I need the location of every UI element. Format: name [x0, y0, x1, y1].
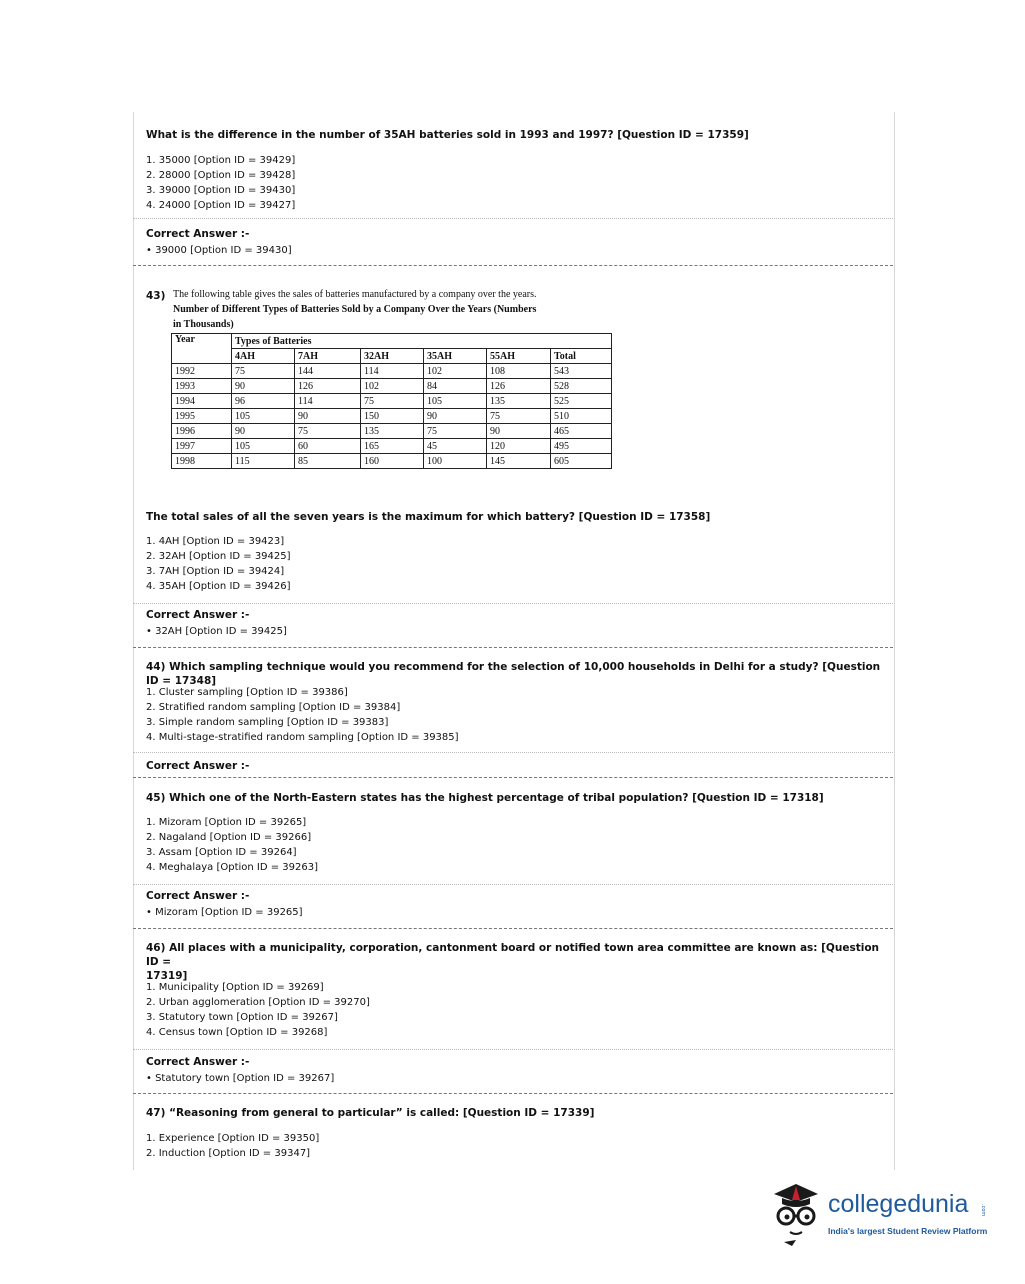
answer-text: • Statutory town [Option ID = 39267]	[146, 1073, 335, 1084]
table-cell: 135	[487, 394, 551, 409]
question-title: 17319]	[146, 970, 188, 982]
year-cell: 1997	[172, 439, 232, 454]
option: 2. Nagaland [Option ID = 39266]	[146, 832, 312, 843]
question-44	[133, 660, 893, 688]
option: 4. 24000 [Option ID = 39427]	[146, 200, 296, 211]
table-cell: 135	[361, 424, 424, 439]
table-cell: 45	[424, 439, 487, 454]
year-cell: 1993	[172, 379, 232, 394]
question-separator	[133, 777, 893, 778]
table-cell: 115	[232, 454, 295, 469]
table-row	[172, 439, 612, 454]
answer-text: • 39000 [Option ID = 39430]	[146, 245, 292, 256]
table-cell: 114	[295, 394, 361, 409]
question-title: 44) Which sampling technique would you recommend for the selection of 10,000 households in Delhi for a study? [Question ID = 17348]	[146, 661, 881, 687]
options-47	[133, 1131, 893, 1161]
question-number: 43)	[146, 290, 166, 302]
answer-label: Correct Answer :-	[146, 760, 250, 772]
table-cell: 90	[295, 409, 361, 424]
year-cell: 1996	[172, 424, 232, 439]
table-cell: 160	[361, 454, 424, 469]
table-cell: 60	[295, 439, 361, 454]
answer-44	[133, 759, 893, 773]
table-row	[172, 409, 612, 424]
table-cell: 528	[551, 379, 612, 394]
question-separator	[133, 928, 893, 929]
table-cell: 105	[232, 409, 295, 424]
divider	[133, 884, 893, 885]
question-45	[133, 791, 893, 805]
option: 3. 39000 [Option ID = 39430]	[146, 185, 296, 196]
answer-43	[133, 608, 893, 639]
year-cell: 1998	[172, 454, 232, 469]
table-row	[172, 394, 612, 409]
option: 4. Meghalaya [Option ID = 39263]	[146, 862, 318, 873]
table-cell: 90	[232, 379, 295, 394]
option: 3. Simple random sampling [Option ID = 39383]	[146, 717, 389, 728]
options-42	[133, 153, 893, 213]
table-cell: 85	[295, 454, 361, 469]
collegedunia-logo	[766, 1180, 996, 1250]
answer-42	[133, 227, 893, 258]
answer-label: Correct Answer :-	[146, 890, 250, 902]
types-header: Types of Batteries	[232, 334, 612, 349]
table-cell: 465	[551, 424, 612, 439]
question-separator	[133, 1093, 893, 1094]
divider	[133, 752, 893, 753]
question-title: The total sales of all the seven years is the maximum for which battery? [Question ID = 17358]	[146, 511, 711, 523]
question-title: What is the difference in the number of 35AH batteries sold in 1993 and 1997? [Question ID = 17359]	[146, 129, 749, 141]
options-45	[133, 815, 893, 875]
option: 1. 35000 [Option ID = 39429]	[146, 155, 296, 166]
table-cell: 96	[232, 394, 295, 409]
table-cell: 543	[551, 364, 612, 379]
option: 2. 28000 [Option ID = 39428]	[146, 170, 296, 181]
option: 1. Cluster sampling [Option ID = 39386]	[146, 687, 348, 698]
question-43-intro	[133, 288, 893, 332]
option: 1. 4AH [Option ID = 39423]	[146, 536, 285, 547]
table-cell: 495	[551, 439, 612, 454]
option: 4. Census town [Option ID = 39268]	[146, 1027, 328, 1038]
question-42	[133, 128, 893, 142]
table-cell: 90	[487, 424, 551, 439]
table-cell: 102	[424, 364, 487, 379]
year-header: Year	[172, 334, 232, 364]
table-cell: 126	[487, 379, 551, 394]
logo-suffix: .com	[980, 1204, 986, 1217]
option: 1. Municipality [Option ID = 39269]	[146, 982, 324, 993]
table-cell: 510	[551, 409, 612, 424]
table-row	[172, 424, 612, 439]
year-cell: 1992	[172, 364, 232, 379]
option: 1. Mizoram [Option ID = 39265]	[146, 817, 307, 828]
answer-text: • Mizoram [Option ID = 39265]	[146, 907, 303, 918]
option: 3. Statutory town [Option ID = 39267]	[146, 1012, 338, 1023]
table-cell: 150	[361, 409, 424, 424]
table-cell: 84	[424, 379, 487, 394]
option: 2. Stratified random sampling [Option ID = 39384]	[146, 702, 401, 713]
answer-46	[133, 1055, 893, 1086]
battery-sales-table	[171, 333, 612, 469]
options-43	[133, 534, 893, 594]
table-cell: 114	[361, 364, 424, 379]
table-cell: 605	[551, 454, 612, 469]
option: 4. Multi-stage-stratified random sampling [Option ID = 39385]	[146, 732, 459, 743]
column-header: 35AH	[424, 349, 487, 364]
option: 2. Urban agglomeration [Option ID = 39270]	[146, 997, 370, 1008]
logo-wordmark: collegedunia	[828, 1190, 969, 1218]
logo-tagline: India's largest Student Review Platform	[828, 1226, 988, 1236]
question-43	[133, 510, 893, 524]
table-cell: 102	[361, 379, 424, 394]
table-cell: 75	[361, 394, 424, 409]
table-cell: 75	[295, 424, 361, 439]
table-cell: 105	[232, 439, 295, 454]
table-row	[172, 454, 612, 469]
question-47	[133, 1106, 893, 1120]
answer-label: Correct Answer :-	[146, 609, 250, 621]
option: 4. 35AH [Option ID = 39426]	[146, 581, 291, 592]
question-title: 47) “Reasoning from general to particular” is called: [Question ID = 17339]	[146, 1107, 595, 1119]
column-header: Total	[551, 349, 612, 364]
option: 3. 7AH [Option ID = 39424]	[146, 566, 285, 577]
table-caption: Number of Different Types of Batteries Sold by a Company Over the Years (Numbers	[173, 304, 537, 315]
year-cell: 1994	[172, 394, 232, 409]
table-row	[172, 364, 612, 379]
question-separator	[133, 647, 893, 648]
table-cell: 525	[551, 394, 612, 409]
table-row	[172, 379, 612, 394]
table-cell: 144	[295, 364, 361, 379]
table-caption: in Thousands)	[173, 319, 234, 330]
options-46	[133, 980, 893, 1040]
column-header: 32AH	[361, 349, 424, 364]
options-44	[133, 685, 893, 745]
table-cell: 120	[487, 439, 551, 454]
year-cell: 1995	[172, 409, 232, 424]
table-cell: 75	[232, 364, 295, 379]
option: 2. Induction [Option ID = 39347]	[146, 1148, 311, 1159]
divider	[133, 1049, 893, 1050]
table-intro: The following table gives the sales of batteries manufactured by a company over the years.	[173, 289, 537, 300]
table-cell: 75	[487, 409, 551, 424]
table-cell: 126	[295, 379, 361, 394]
question-46	[133, 941, 893, 983]
question-separator	[133, 265, 893, 266]
answer-label: Correct Answer :-	[146, 1056, 250, 1068]
table-cell: 90	[232, 424, 295, 439]
column-header: 4AH	[232, 349, 295, 364]
mascot-icon	[766, 1180, 826, 1250]
option: 1. Experience [Option ID = 39350]	[146, 1133, 320, 1144]
table-cell: 108	[487, 364, 551, 379]
option: 3. Assam [Option ID = 39264]	[146, 847, 297, 858]
table-cell: 145	[487, 454, 551, 469]
option: 2. 32AH [Option ID = 39425]	[146, 551, 291, 562]
question-title: 45) Which one of the North-Eastern states has the highest percentage of tribal population? [Question ID = 17318]	[146, 792, 824, 804]
table-cell: 90	[424, 409, 487, 424]
divider	[133, 603, 893, 604]
answer-label: Correct Answer :-	[146, 228, 250, 240]
table-cell: 75	[424, 424, 487, 439]
question-title: 46) All places with a municipality, corporation, cantonment board or notified town area committee are known as: [Question ID =	[146, 942, 880, 968]
column-header: 7AH	[295, 349, 361, 364]
table-cell: 105	[424, 394, 487, 409]
table-cell: 100	[424, 454, 487, 469]
answer-text: • 32AH [Option ID = 39425]	[146, 626, 287, 637]
column-header: 55AH	[487, 349, 551, 364]
table-cell: 165	[361, 439, 424, 454]
divider	[133, 218, 893, 219]
answer-45	[133, 889, 893, 920]
